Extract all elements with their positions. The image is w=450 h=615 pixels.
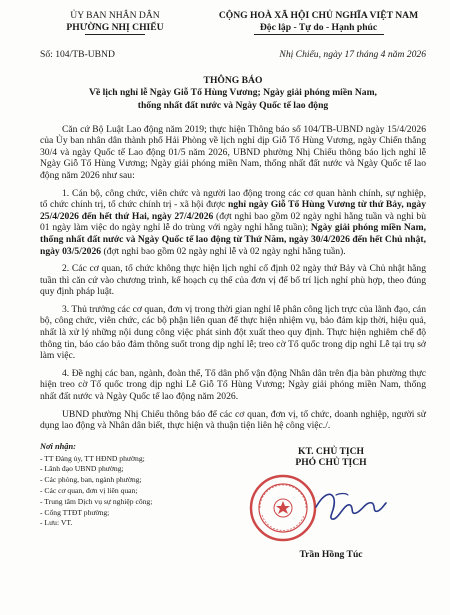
recipients-label: Nơi nhận: <box>40 441 76 451</box>
intro-paragraph: Căn cứ Bộ Luật Lao động năm 2019; thực hiện Thông báo số 104/TB-UBND ngày 15/4/2026 của Ủy ban nhân dân thành phố Hải Phòng về lịch nghỉ dịp Giỗ Tổ Hùng Vương, ngày Chiến thắng 30/4 và ngày Quốc tế Lao động 01/5 năm 2026, UBND phường Nhị Chiểu thông báo lịch nghỉ lễ Ngày Giỗ Tổ Hùng Vương; Ngày giải phóng miền Nam, thống nhất đất nước và Ngày Quốc tế lao động năm 2026 như sau: <box>40 123 426 181</box>
section-1-text-a: 1. Cán bộ, công chức, viên chức và người lao động trong các cơ quan hành chính, sự nghiệp, tổ chức chính trị, tổ chức chính trị - xã hội được <box>40 187 426 211</box>
document-title: THÔNG BÁO <box>203 74 263 86</box>
agency-line-1: ỦY BAN NHÂN DÂN <box>70 10 160 21</box>
recipient-item: - Trung tâm Dịch vụ sự nghiệp công; <box>40 496 153 506</box>
document-subtitle-2: thống nhất đất nước và Ngày Quốc tế lao động <box>137 99 329 111</box>
closing-paragraph: UBND phường Nhị Chiểu thông báo để các cơ quan, đơn vị, tổ chức, doanh nghiệp, người sử dụng lao động và Nhân dân biết, thực hiện và thuận tiện liên hệ công việc./. <box>40 408 426 432</box>
document-body <box>40 124 426 432</box>
seal-and-signature <box>236 473 426 545</box>
document-footer <box>40 442 426 561</box>
section-1-text-e: (đợt nghỉ bao gồm 02 ngày nghỉ lễ và 02 ngày nghỉ hằng tuần). <box>101 245 346 257</box>
recipient-item: - TT Đảng ủy, TT HĐND phường; <box>40 453 145 463</box>
signer-role-1: KT. CHỦ TỊCH <box>297 445 364 457</box>
recipients-block <box>40 442 215 561</box>
document-number: Số: 104/TB-UBND <box>40 49 115 61</box>
document-date: Nhị Chiểu, ngày 17 tháng 4 năm 2026 <box>279 49 426 61</box>
recipient-item: - Các phòng, ban, ngành phường; <box>40 475 142 485</box>
recipient-item: - Lưu: VT. <box>40 518 73 528</box>
national-motto: Độc lập - Tự do - Hạnh phúc <box>259 21 378 33</box>
signature-block <box>236 442 426 561</box>
handwritten-signature-icon <box>310 485 390 527</box>
signer-role-2: PHÓ CHỦ TỊCH <box>295 457 367 469</box>
agency-line-2: PHƯỜNG NHỊ CHIỂU <box>66 21 164 33</box>
document-header <box>40 10 426 35</box>
section-1 <box>40 188 426 258</box>
document-meta <box>40 49 426 61</box>
nation-name: CỘNG HOÀ XÃ HỘI CHỦ NGHĨA VIỆT NAM <box>218 10 419 21</box>
section-1-text-c: (đợt nghỉ bao gồm 02 ngày nghỉ hằng tuần và nghỉ bù 01 ngày làm việc do ngày nghỉ lễ do trùng với ngày nghỉ hằng tuần); <box>40 210 426 234</box>
national-title <box>211 10 426 35</box>
signer-name: Trần Hồng Túc <box>299 549 363 560</box>
agency-underline <box>85 34 145 35</box>
recipient-item: - Lãnh đạo UBND phường; <box>40 464 124 474</box>
recipient-item: - Các cơ quan, đơn vị liên quan; <box>40 486 138 495</box>
motto-underline <box>254 34 384 35</box>
issuing-agency <box>40 10 190 35</box>
section-1-highlight-2: Ngày giải phóng miền Nam, thống nhất đất nước và Ngày Quốc tế lao động từ Thứ Năm, ngày 30/4/2026 đến hết Chủ nhật, ngày 03/5/2026 <box>40 222 426 257</box>
document-subtitle-1: Về lịch nghỉ lễ Ngày Giỗ Tổ Hùng Vương; Ngày giải phóng miền Nam, <box>89 87 377 99</box>
section-4: 4. Đề nghị các ban, ngành, đoàn thể, Tổ dân phố vận động Nhân dân trên địa bàn phường thực hiện treo cờ Tổ quốc trong dịp nghỉ Lễ Giỗ Tổ Hùng Vương; Ngày giải phóng miền Nam, thống nhất đất nước và Ngày Quốc tế lao động năm 2026. <box>40 367 426 403</box>
recipient-item: - Cổng TTĐT phường; <box>40 507 110 517</box>
section-2: 2. Các cơ quan, tổ chức không thực hiện lịch nghỉ cố định 02 ngày thứ Bảy và Chủ nhật hằng tuần thì căn cứ vào chương trình, kế hoạch cụ thể của đơn vị để bố trí lịch nghỉ phù hợp, theo đúng quy định pháp luật. <box>40 263 426 298</box>
official-seal-icon <box>248 473 318 543</box>
section-3: 3. Thủ trưởng các cơ quan, đơn vị trong thời gian nghỉ lễ phân công lịch trực của lãnh đạo, cán bộ, công chức, viên chức, các bộ phận liên quan để thực hiện nhiệm vụ, bảo đảm kịp thời, hiệu quả, nhất là xử lý những nội dung công việc phát sinh đột xuất theo quy định. Thực hiện nghiêm chế độ thông tin, báo cáo bảo đảm thông suốt trong dịp nghỉ lễ; treo cờ Tổ quốc trong dịp nghỉ Lễ tại trụ sở làm việc. <box>40 303 426 362</box>
section-1-highlight-1: nghỉ ngày Giỗ Tổ Hùng Vương từ thứ Bảy, ngày 25/4/2026 đến hết thứ Hai, ngày 27/4/2026 <box>40 199 427 222</box>
